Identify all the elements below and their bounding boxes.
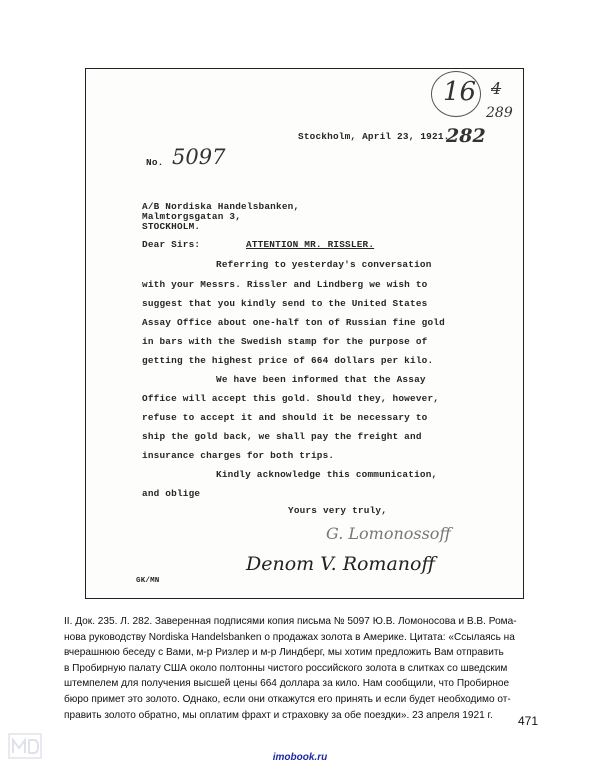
caption-line: бюро примет это золото. Однако, если они откажутся его принять и если будет необходимо от- xyxy=(64,693,511,705)
body-line: Assay Office about one-half ton of Russian fine gold xyxy=(142,317,445,328)
dateline: Stockholm, April 23, 1921. xyxy=(298,131,450,142)
caption-line: вчерашнюю беседу с Вами, м-р Ризлер и м-р Линдберг, мы хотим предложить Вам отправить xyxy=(64,647,504,659)
body-line: refuse to accept it and should it be necessary to xyxy=(142,412,428,423)
caption-line: штемпелем для получения высшей цены 664 доллара за кило. Нам сообщили, что Пробирное xyxy=(64,678,510,690)
attention-line: ATTENTION MR. RISSLER. xyxy=(246,239,375,250)
signature-romanoff: Denom V. Romanoff xyxy=(246,553,435,575)
letter-number-value: 5097 xyxy=(172,145,226,169)
signature-lomonossoff: G. Lomonossoff xyxy=(326,524,451,543)
body-line: Office will accept this gold. Should they, however, xyxy=(142,393,440,404)
salutation: Dear Sirs: xyxy=(142,239,201,250)
handwritten-page-number: 282 xyxy=(446,125,486,147)
body-line: in bars with the Swedish stamp for the purpose of xyxy=(142,336,428,347)
closing: Yours very truly, xyxy=(288,505,388,516)
body-line: We have been informed that the Assay xyxy=(216,374,426,385)
address-line: STOCKHOLM. xyxy=(142,221,201,232)
body-line: suggest that you kindly send to the United States xyxy=(142,298,428,309)
caption-line: II. Док. 235. Л. 282. Заверенная подписями копия письма № 5097 Ю.В. Ломоносова и В.В. Рома- xyxy=(64,616,517,627)
letter-scan xyxy=(85,68,524,599)
body-line: ship the gold back, we shall pay the freight and xyxy=(142,431,422,442)
caption-line: нова руководству Nordiska Handelsbanken о продажах золота в Америке. Цитата: «Ссылаясь на xyxy=(64,631,515,643)
letter-number-label: No. xyxy=(146,157,164,168)
body-line: Kindly acknowledge this communication, xyxy=(216,469,438,480)
archive-mark-circle: 16 xyxy=(443,77,477,107)
figure-caption xyxy=(64,614,542,723)
typist-initials: GK/MN xyxy=(136,577,160,585)
body-line: getting the highest price of 664 dollars per kilo. xyxy=(142,355,434,366)
archive-mark-side: 4 xyxy=(491,79,502,98)
caption-line: в Пробирную палату США около полтонны чистого российского золота в слитках со шведским xyxy=(64,662,508,674)
body-line: Referring to yesterday's conversation xyxy=(216,259,432,270)
address-line: Malmtorgsgatan 3, xyxy=(142,211,242,222)
archive-mark-folio: 289 xyxy=(486,105,513,121)
address-line: A/B Nordiska Handelsbanken, xyxy=(142,201,300,212)
body-line: and oblige xyxy=(142,488,201,499)
page-number: 471 xyxy=(517,714,538,728)
site-link[interactable]: imobook.ru xyxy=(272,752,328,763)
caption-line: править золото обратно, мы оплатим фрахт и страховку за обе поездки». 23 апреля 1921 г. xyxy=(64,709,493,721)
body-line: insurance charges for both trips. xyxy=(142,450,335,461)
body-line: with your Messrs. Rissler and Lindberg we wish to xyxy=(142,279,428,290)
